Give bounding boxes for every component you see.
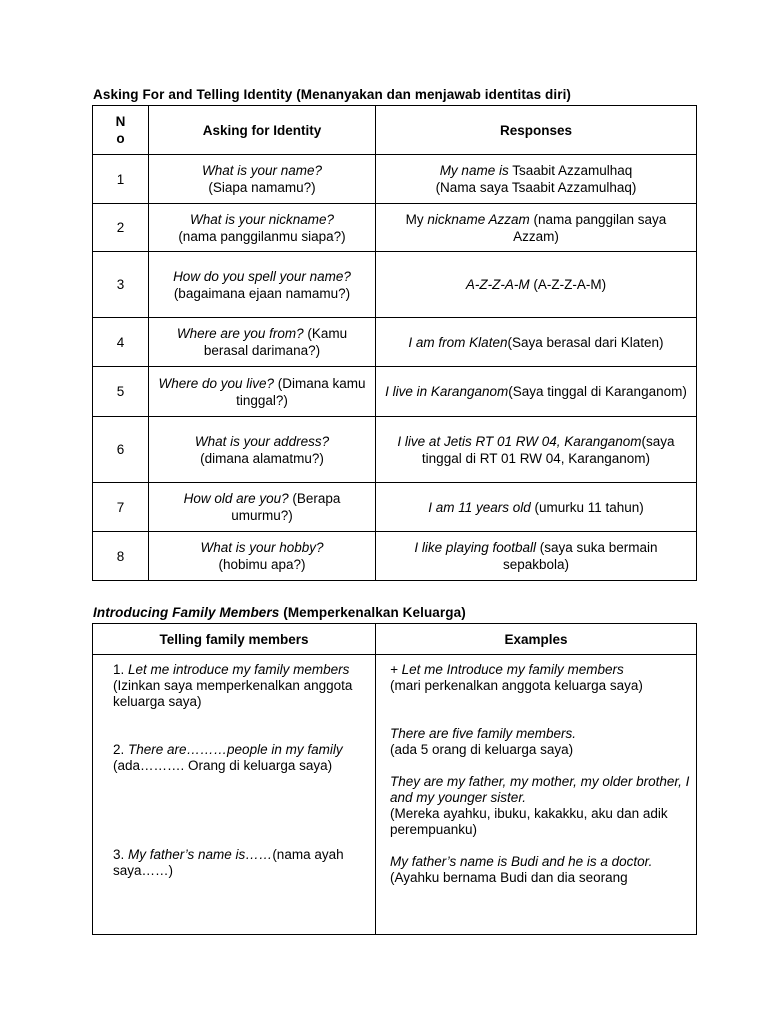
example-item: My father’s name is Budi and he is a doctor. (Ayahku bernama Budi dan dia seorang [390,854,653,885]
row-number: 1 [93,155,149,204]
response-cell: I live in Karanganom(Saya tinggal di Karanganom) [376,367,697,417]
asking-cell: How old are you? (Berapa umurmu?) [149,483,376,532]
table-row [93,483,697,532]
row-number: 5 [93,367,149,417]
table-row [93,655,697,935]
section-title-family-italic: Introducing Family Members [93,605,280,620]
asking-cell: What is your nickname? (nama panggilanmu siapa?) [149,204,376,252]
examples-cell [376,655,697,935]
identity-table [92,105,697,581]
telling-cell [93,655,376,935]
asking-cell: What is your address? (dimana alamatmu?) [149,417,376,483]
table-row [93,417,697,483]
table-row [93,532,697,581]
example-item: There are five family members. (ada 5 orang di keluarga saya) [390,726,577,757]
telling-item: 1. Let me introduce my family members (Izinkan saya memperkenalkan anggota keluarga saya) [113,662,353,709]
header-asking: Asking for Identity [149,106,376,155]
example-item: They are my father, my mother, my older brother, I and my younger sister. (Mereka ayahku, ibuku, kakakku, aku dan adik perempuanku) [390,774,690,837]
example-item: + Let me Introduce my family members (mari perkenalkan anggota keluarga saya) [390,662,643,693]
family-table [92,623,697,935]
response-cell: I like playing football (saya suka bermain sepakbola) [376,532,697,581]
section-title-family-rest: (Memperkenalkan Keluarga) [279,605,466,620]
asking-cell: What is your name? (Siapa namamu?) [149,155,376,204]
response-cell: I am 11 years old (umurku 11 tahun) [376,483,697,532]
asking-cell: Where are you from? (Kamu berasal darimana?) [149,318,376,367]
asking-cell: What is your hobby? (hobimu apa?) [149,532,376,581]
telling-item: 2. There are………people in my family (ada………. Orang di keluarga saya) [113,742,343,773]
response-cell: My name is Tsaabit Azzamulhaq (Nama saya Tsaabit Azzamulhaq) [376,155,697,204]
row-number: 3 [93,252,149,318]
table-row [93,252,697,318]
table-row [93,155,697,204]
header-responses: Responses [376,106,697,155]
header-no: N o [93,106,149,155]
header-telling: Telling family members [93,624,376,655]
asking-cell: Where do you live? (Dimana kamu tinggal?) [149,367,376,417]
row-number: 7 [93,483,149,532]
section-title-identity: Asking For and Telling Identity (Menanyakan dan menjawab identitas diri) [93,87,572,102]
row-number: 2 [93,204,149,252]
table-row [93,367,697,417]
response-cell: My nickname Azzam (nama panggilan saya Azzam) [376,204,697,252]
row-number: 8 [93,532,149,581]
response-cell: I am from Klaten(Saya berasal dari Klaten) [376,318,697,367]
table-row [93,318,697,367]
row-number: 6 [93,417,149,483]
header-examples: Examples [376,624,697,655]
telling-item: 3. My father’s name is……(nama ayah saya……) [113,847,344,878]
table-header-row [93,106,697,155]
asking-cell: How do you spell your name? (bagaimana ejaan namamu?) [149,252,376,318]
row-number: 4 [93,318,149,367]
table-header-row [93,624,697,655]
response-cell: A-Z-Z-A-M (A-Z-Z-A-M) [376,252,697,318]
table-row [93,204,697,252]
section-title-family [93,605,466,620]
response-cell: I live at Jetis RT 01 RW 04, Karanganom(saya tinggal di RT 01 RW 04, Karanganom) [376,417,697,483]
